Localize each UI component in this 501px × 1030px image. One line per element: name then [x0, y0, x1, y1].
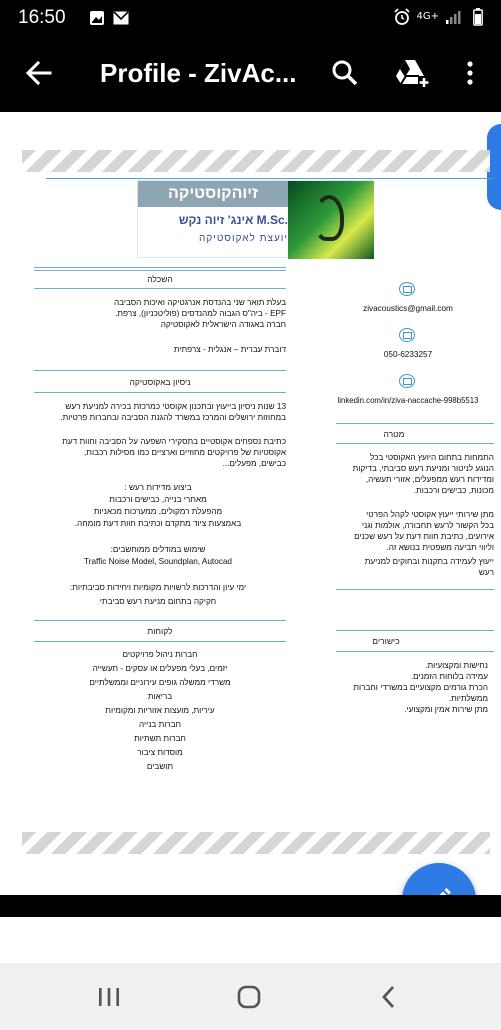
goal-line: ומדידות רעש ממפעלים, אזורי תעשיה,	[365, 475, 494, 484]
linkedin-icon	[399, 374, 415, 388]
experience-line: ביצוע מדידות רעש :	[124, 483, 192, 492]
section-rule	[34, 370, 286, 371]
client-item: חברות תשתיות	[134, 734, 186, 743]
section-rule	[336, 443, 494, 444]
goal-line: אירועים, כתיבת חוות דעת על רעש שכנים	[354, 532, 494, 541]
client-item: חברות בנייה	[138, 720, 182, 729]
experience-line: Traffic Noise Model, Soundplan, Autocad	[84, 557, 232, 566]
client-item: תושבים	[146, 762, 174, 771]
divider	[34, 267, 286, 268]
network-type-label: 4G+	[416, 11, 439, 22]
email-icon	[399, 282, 415, 296]
experience-line: במחוזות ירושלים והמרכז במשרד להגנת הסביבה ובחברות פרטיות.	[60, 413, 286, 422]
experience-line: אקוסטיות של פרויקטים מחוזיים וארציים כמו מסילות רכבות,	[84, 448, 286, 457]
section-rule	[34, 288, 286, 289]
back-arrow-icon[interactable]	[22, 56, 56, 90]
viewer-bottom-edge	[0, 895, 501, 917]
experience-line: מאתרי בנייה, כבישים ורכבות	[109, 495, 207, 504]
goal-line: התמחות בתחום היועץ האקוסטי בכל	[369, 453, 494, 462]
goal-line: הנוגע לניטור ומניעת רעש סביבתי, בדיקות	[352, 464, 494, 473]
client-item: משרדי ממשלה גופים עירוניים וממשלתיים	[89, 678, 231, 687]
decorative-stripe-top	[22, 150, 490, 172]
goal-line: מתן שירותי ייעוץ אקוסטי לקהל הפרטי	[366, 510, 494, 519]
section-heading-clients: לקוחות	[147, 626, 173, 636]
section-heading-goal: מטרה	[383, 429, 405, 439]
signal-icon	[445, 8, 463, 26]
skills-line: עמידה בלוחות הזמנים.	[410, 672, 488, 681]
section-heading-education: השכלה	[147, 274, 173, 284]
client-item: חברות ניהול פרויקטים	[122, 650, 198, 659]
client-item: עיריות, מועצות אזוריות ומקומיות	[105, 706, 215, 715]
gallery-notification-icon	[88, 9, 106, 27]
logo-tagline: יועצת לאקוסטיקה	[199, 233, 288, 244]
languages-line: דוברת עברית – אנגלית - צרפתית	[173, 345, 286, 354]
status-time: 16:50	[18, 7, 66, 28]
search-icon[interactable]	[328, 56, 362, 90]
goal-line: רעש	[478, 568, 494, 577]
goal-line: מכונות, כבישים ורכבות.	[413, 486, 494, 495]
viewer-bottom-panel	[0, 917, 501, 963]
section-rule	[336, 630, 494, 631]
skills-line: מתן שירות אמין ומקצועי.	[404, 705, 488, 714]
section-rule	[34, 620, 286, 621]
experience-line: כתיבת נספחים אקוסטיים בתסקירי השפעה על הסביבה וחוות דעת	[62, 437, 286, 446]
experience-line: ימי עיון והדרכות לרשויות מקומיות ויחידות סביבתיות:	[69, 583, 247, 592]
goal-line: בכל הקשור לרעש תחבורה, אולמות וגני	[361, 521, 494, 530]
mail-notification-icon	[112, 9, 130, 27]
home-icon[interactable]	[234, 983, 264, 1011]
contact-linkedin[interactable]: linkedin.com/in/ziva-naccache-998b5513	[337, 396, 479, 405]
battery-icon	[469, 8, 487, 26]
overflow-menu-icon[interactable]	[458, 56, 482, 90]
goal-line: ייעוץ לעמידה בתקנות ובחוקים למניעת	[364, 557, 494, 566]
section-heading-skills: כישורים	[372, 636, 400, 646]
section-rule	[34, 392, 286, 393]
app-bar	[0, 36, 501, 112]
section-rule	[336, 423, 494, 424]
section-rule	[336, 589, 494, 590]
experience-line: כבישים, מפעלים...	[222, 459, 286, 468]
experience-line: באמצעות ציוד מתקדם וכתיבת חוות דעת מומחה.	[74, 519, 242, 528]
alarm-icon	[393, 8, 411, 26]
recent-apps-icon[interactable]	[94, 983, 124, 1011]
notification-icons	[88, 9, 130, 27]
phone-icon	[399, 328, 415, 342]
education-line: בעלת תואר שני בהנדסת אנרגטיקה ואיכות הסביבה	[113, 298, 286, 307]
contact-email[interactable]: zivacoustics@gmail.com	[363, 304, 453, 313]
logo-name: אינג' זיוה נקש M.Sc.	[178, 213, 288, 227]
document-title: Profile - ZivAc...	[100, 58, 297, 88]
ear-soundwave-image	[288, 181, 374, 259]
section-rule	[336, 651, 494, 652]
goal-line: וליווי תביעה משפטית בנושא זה.	[386, 543, 494, 552]
client-item: יזמים, בעלי מפעלים או עסקים - תעשייה	[92, 664, 228, 673]
system-navigation-bar	[0, 963, 501, 1030]
section-rule	[34, 641, 286, 642]
decorative-stripe-bottom	[22, 832, 490, 854]
company-logo	[137, 180, 373, 258]
client-item: מוסדות ציבור	[137, 748, 183, 757]
document-viewer[interactable]	[0, 112, 501, 895]
education-line: EPF - ביה"ס הגבוה למהנדסים (פוליטכניון), צרפת.	[115, 309, 286, 318]
status-bar	[0, 0, 501, 36]
experience-line: 13 שנות ניסיון בייעוץ ובתכנון אקוסטי כמרכזת בכירה למניעת רעש	[65, 402, 286, 411]
skills-line: הכרת גורמים מקצועיים במשרדי וחברות	[353, 683, 488, 692]
experience-line: חקיקה בתחום מניעת רעש סביבתי	[99, 597, 217, 606]
back-icon[interactable]	[374, 983, 404, 1011]
section-rule	[34, 270, 286, 271]
google-drive-add-icon[interactable]	[394, 56, 430, 90]
experience-line: שימוש במודלים ממוחשבים:	[110, 545, 206, 554]
skills-line: נחישות ומקצועיות.	[425, 661, 488, 670]
education-line: חברה באגודה הישראלית לאקוסטיקה	[160, 320, 286, 329]
client-item: בריאות	[147, 692, 173, 701]
skills-line: ממשלתיות.	[448, 694, 488, 703]
system-icons	[393, 8, 488, 26]
contact-phone[interactable]: 050-6233257	[383, 350, 433, 359]
header-rule	[46, 178, 494, 179]
section-heading-experience: ניסיון באקוסטיקה	[129, 377, 191, 387]
experience-line: מהפעלת רמקולים, ממערכות מכאניות	[93, 507, 223, 516]
logo-title: זיוהקוסטיקה	[138, 181, 288, 207]
